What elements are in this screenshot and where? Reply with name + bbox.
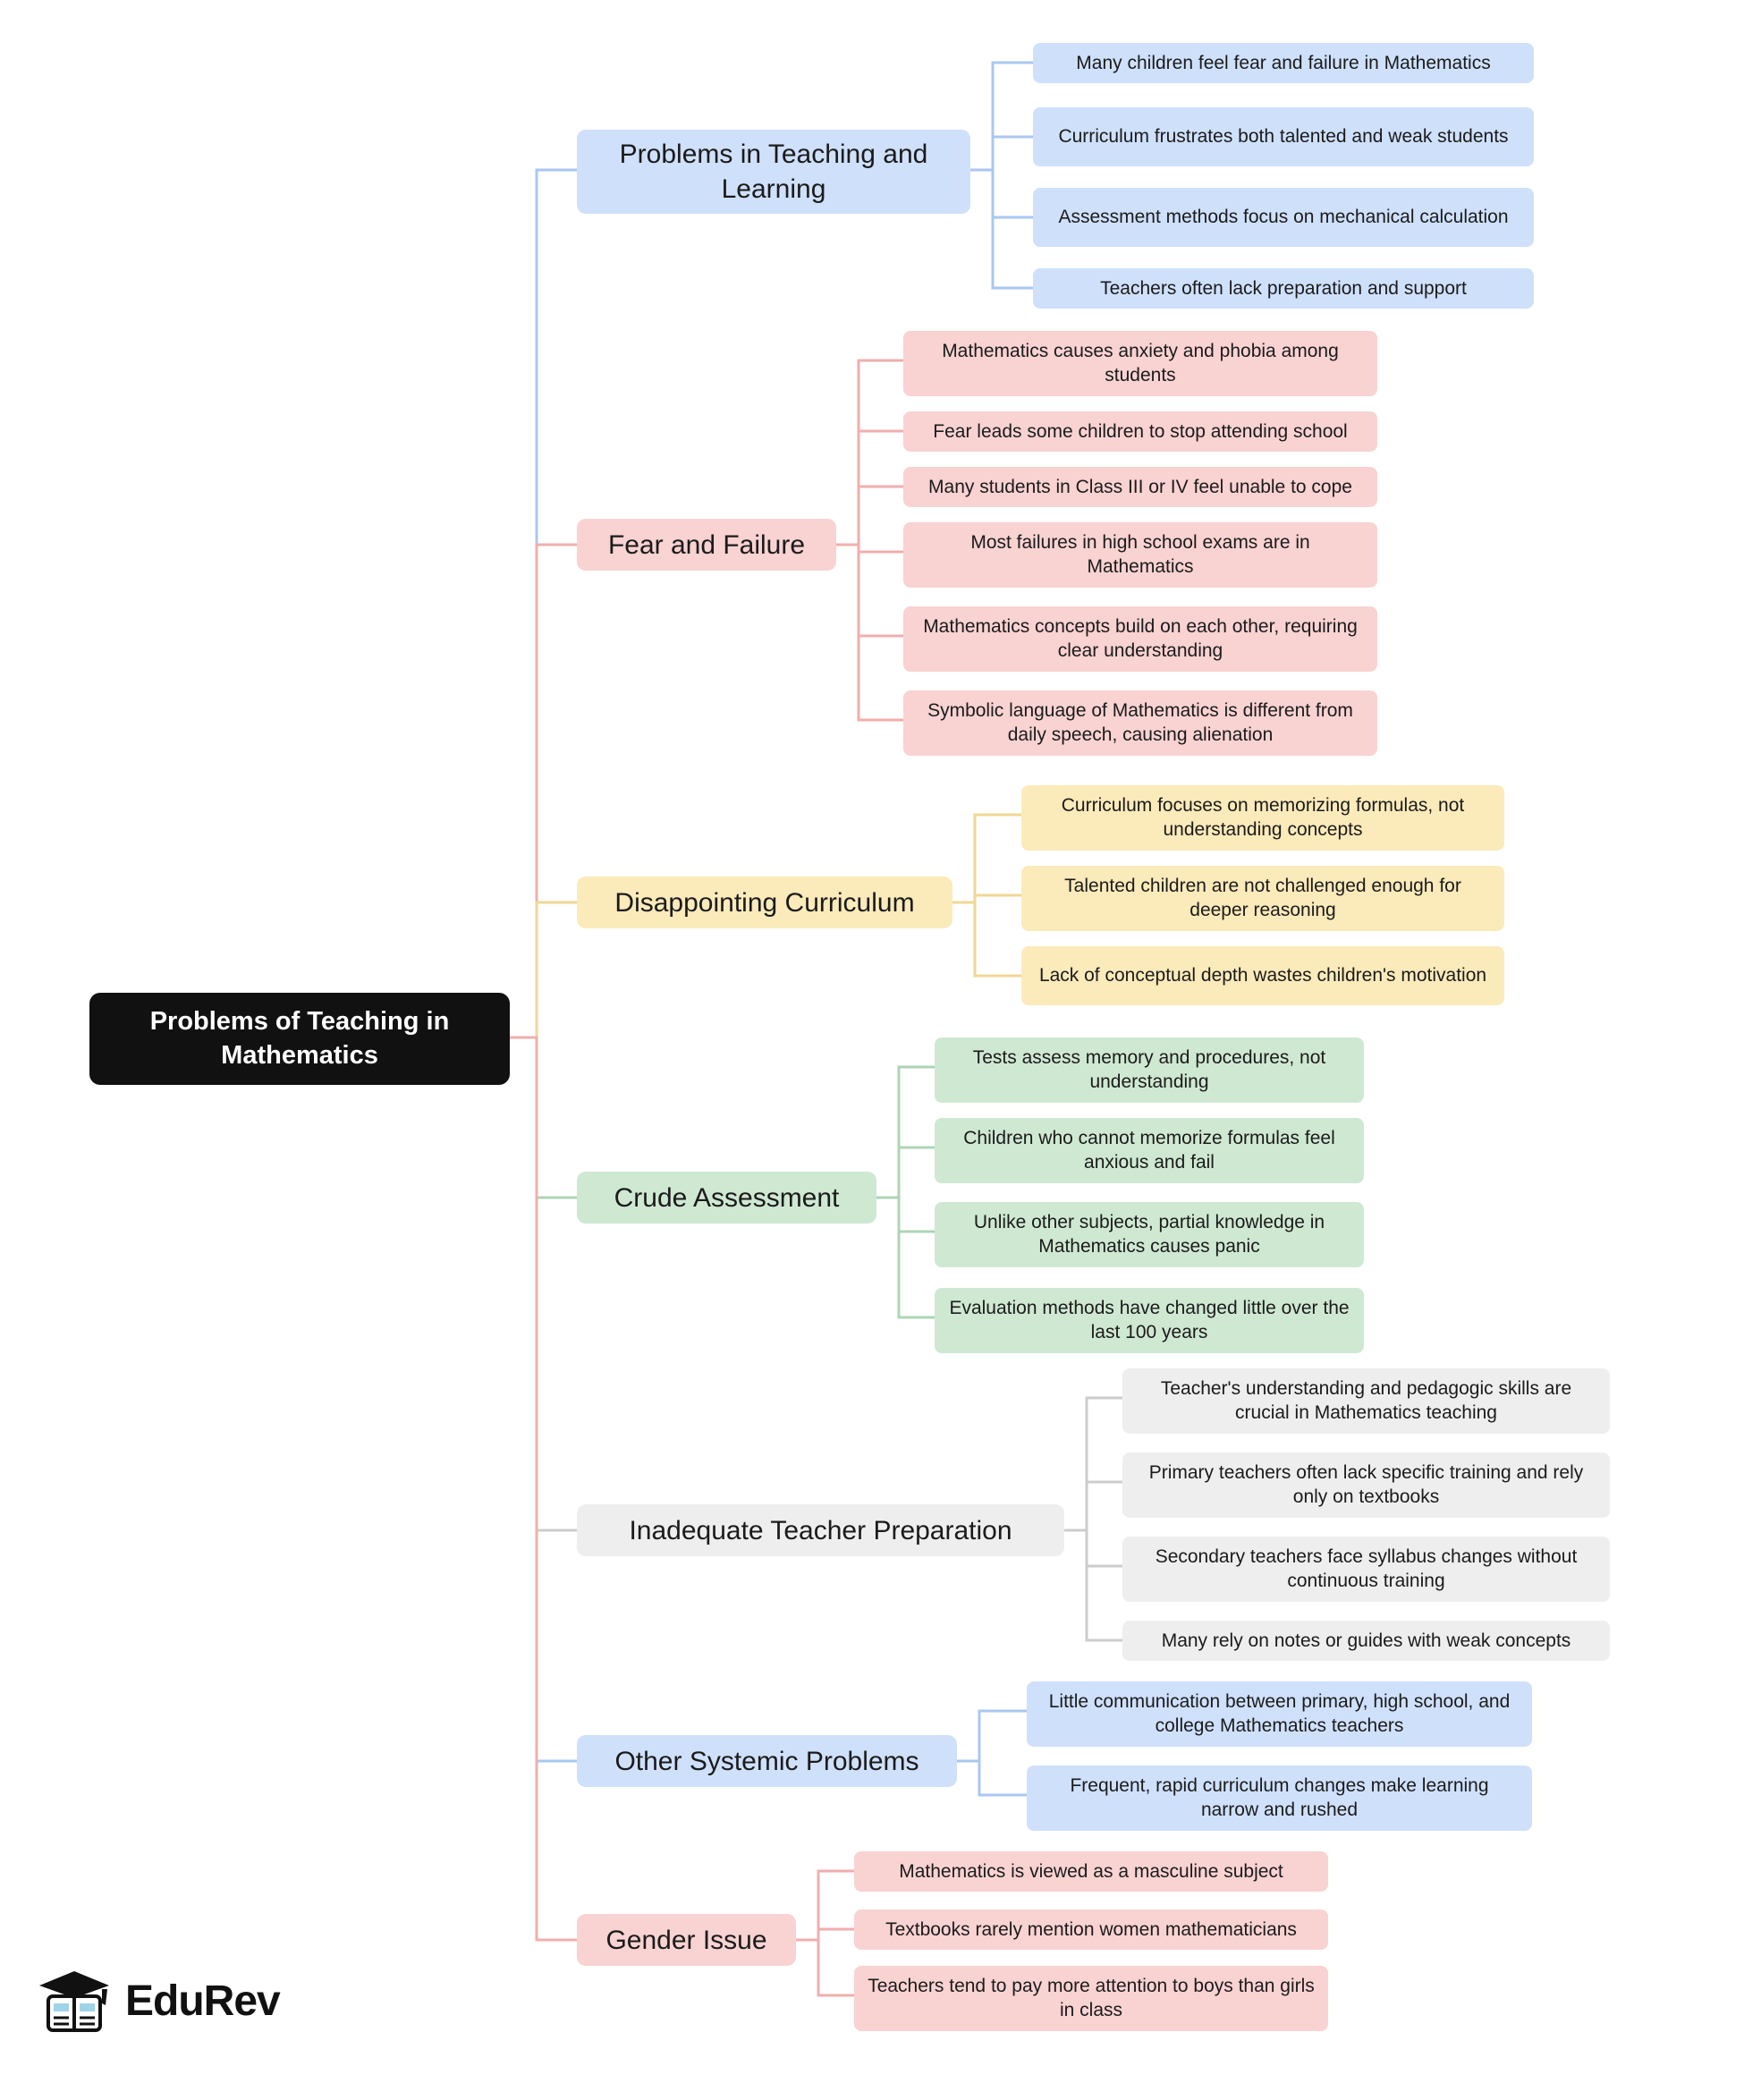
leaf-node-4-2[interactable]: Children who cannot memorize formulas feel anxious and fail <box>935 1118 1364 1183</box>
leaf-node-2-3[interactable]: Many students in Class III or IV feel unable to cope <box>903 467 1377 507</box>
leaf-node-1-3[interactable]: Assessment methods focus on mechanical calculation <box>1033 188 1534 247</box>
center-node[interactable]: Problems of Teaching in Mathematics <box>89 993 510 1085</box>
edurev-logo-text: EduRev <box>125 1977 280 2025</box>
leaf-node-4-4[interactable]: Evaluation methods have changed little over the last 100 years <box>935 1288 1364 1353</box>
leaf-node-1-2[interactable]: Curriculum frustrates both talented and weak students <box>1033 107 1534 166</box>
leaf-node-7-3[interactable]: Teachers tend to pay more attention to boys than girls in class <box>854 1966 1328 2031</box>
leaf-node-1-1[interactable]: Many children feel fear and failure in Mathematics <box>1033 43 1534 83</box>
leaf-node-5-1[interactable]: Teacher's understanding and pedagogic skills are crucial in Mathematics teaching <box>1122 1368 1610 1434</box>
leaf-node-2-5[interactable]: Mathematics concepts build on each other, requiring clear understanding <box>903 606 1377 672</box>
branch-node-6[interactable]: Other Systemic Problems <box>577 1735 957 1787</box>
branch-node-3[interactable]: Disappointing Curriculum <box>577 876 952 928</box>
branch-node-1[interactable]: Problems in Teaching and Learning <box>577 130 970 214</box>
leaf-node-5-4[interactable]: Many rely on notes or guides with weak concepts <box>1122 1621 1610 1661</box>
leaf-node-4-3[interactable]: Unlike other subjects, partial knowledge in Mathematics causes panic <box>935 1202 1364 1267</box>
graduation-cap-book-icon <box>36 1968 113 2034</box>
leaf-node-6-1[interactable]: Little communication between primary, high school, and college Mathematics teachers <box>1027 1681 1532 1747</box>
leaf-node-7-1[interactable]: Mathematics is viewed as a masculine subject <box>854 1851 1328 1892</box>
leaf-node-2-2[interactable]: Fear leads some children to stop attending school <box>903 411 1377 452</box>
leaf-node-3-2[interactable]: Talented children are not challenged enough for deeper reasoning <box>1021 866 1504 931</box>
edurev-logo <box>36 1968 280 2034</box>
leaf-node-3-3[interactable]: Lack of conceptual depth wastes children's motivation <box>1021 946 1504 1005</box>
branch-node-7[interactable]: Gender Issue <box>577 1914 796 1966</box>
leaf-node-4-1[interactable]: Tests assess memory and procedures, not understanding <box>935 1037 1364 1103</box>
leaf-node-2-1[interactable]: Mathematics causes anxiety and phobia among students <box>903 331 1377 396</box>
leaf-node-3-1[interactable]: Curriculum focuses on memorizing formulas, not understanding concepts <box>1021 785 1504 851</box>
branch-node-5[interactable]: Inadequate Teacher Preparation <box>577 1504 1064 1556</box>
leaf-node-6-2[interactable]: Frequent, rapid curriculum changes make learning narrow and rushed <box>1027 1766 1532 1831</box>
leaf-node-2-4[interactable]: Most failures in high school exams are in Mathematics <box>903 522 1377 588</box>
leaf-node-1-4[interactable]: Teachers often lack preparation and support <box>1033 268 1534 309</box>
branch-node-4[interactable]: Crude Assessment <box>577 1172 876 1224</box>
leaf-node-5-2[interactable]: Primary teachers often lack specific training and rely only on textbooks <box>1122 1452 1610 1518</box>
leaf-node-2-6[interactable]: Symbolic language of Mathematics is different from daily speech, causing alienation <box>903 690 1377 756</box>
leaf-node-7-2[interactable]: Textbooks rarely mention women mathematicians <box>854 1909 1328 1950</box>
branch-node-2[interactable]: Fear and Failure <box>577 519 836 571</box>
leaf-node-5-3[interactable]: Secondary teachers face syllabus changes without continuous training <box>1122 1537 1610 1602</box>
